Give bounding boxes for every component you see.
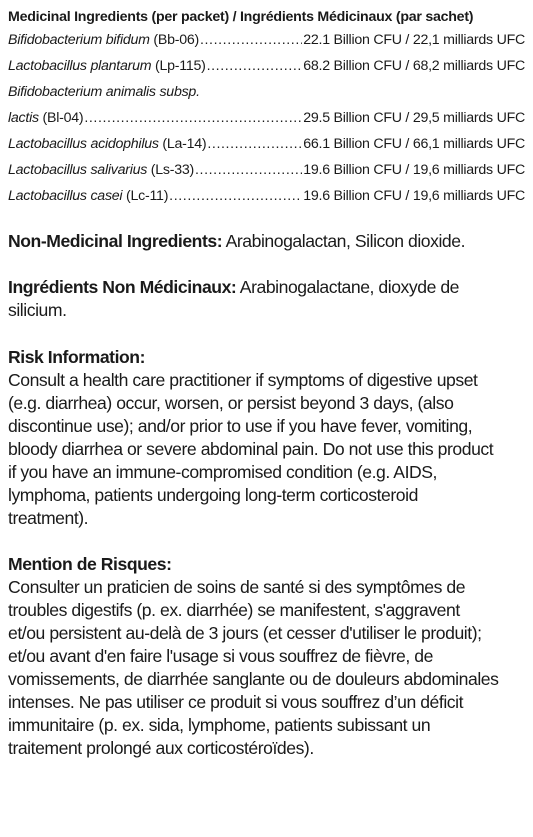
ingredient-species: lactis bbox=[8, 110, 39, 126]
ingredient-amount: 22.1 Billion CFU / 22,1 milliards UFC bbox=[303, 32, 525, 48]
risk-line: treatment). bbox=[8, 508, 89, 528]
ingredient-amount: 29.5 Billion CFU / 29,5 milliards UFC bbox=[303, 110, 525, 126]
ingredient-strain: (Lp-115) bbox=[151, 58, 206, 74]
ingredient-row bbox=[8, 57, 525, 83]
non-medicinal-label: Non-Medicinal Ingredients: bbox=[8, 231, 223, 251]
ingredient-row bbox=[8, 135, 525, 161]
risk-line: if you have an immune-compromised condition (e.g. AIDS, bbox=[8, 462, 437, 482]
ingredient-strain: (Bl-04) bbox=[38, 110, 84, 126]
ingredient-strain: (Ls-33) bbox=[147, 162, 194, 178]
risk-heading: Risk Information: bbox=[8, 347, 146, 367]
non-medicinal-text: Arabinogalactan, Silicon dioxide. bbox=[222, 231, 466, 251]
mention-line: et/ou persistent au-delà de 3 jours (et cesser d'utiliser le produit); bbox=[8, 623, 482, 643]
ingredient-amount: 66.1 Billion CFU / 66,1 milliards UFC bbox=[303, 136, 525, 152]
dot-leader bbox=[169, 187, 302, 205]
mention-line: traitement prolongé aux corticostéroïdes). bbox=[8, 738, 314, 758]
ingredient-name bbox=[8, 135, 206, 153]
mention-line: troubles digestifs (p. ex. diarrhée) se manifestent, s'aggravent bbox=[8, 600, 460, 620]
medicinal-ingredients-table bbox=[8, 8, 525, 213]
ingredient-strain: (La-14) bbox=[158, 136, 207, 152]
non-medicinaux-text: Arabinogalactane, dioxyde de bbox=[236, 277, 460, 297]
ingredient-amount: 68.2 Billion CFU / 68,2 milliards UFC bbox=[303, 58, 525, 74]
ingredient-row bbox=[8, 187, 525, 213]
mention-de-risques bbox=[8, 553, 525, 760]
non-medicinaux-label: Ingrédients Non Médicinaux: bbox=[8, 277, 237, 297]
mention-line: immunitaire (p. ex. sida, lymphome, patients subissant un bbox=[8, 715, 431, 735]
mention-line: intenses. Ne pas utiliser ce produit si vous souffrez d’un déficit bbox=[8, 692, 464, 712]
non-medicinal-ingredients bbox=[8, 230, 525, 253]
ingredient-strain: (Lc-11) bbox=[122, 188, 169, 204]
ingredient-amount: 19.6 Billion CFU / 19,6 milliards UFC bbox=[303, 162, 525, 178]
ingredients-non-medicinaux bbox=[8, 276, 525, 322]
ingredients-header: Medicinal Ingredients (per packet) / Ingrédients Médicinaux (par sachet) bbox=[8, 9, 474, 25]
risk-line: discontinue use); and/or prior to use if you have fever, vomiting, bbox=[8, 416, 473, 436]
risk-line: (e.g. diarrhea) occur, worsen, or persist beyond 3 days, (also bbox=[8, 393, 454, 413]
product-label-panel bbox=[8, 8, 525, 760]
ingredient-species: Bifidobacterium bifidum bbox=[8, 32, 150, 48]
mention-line: Consulter un praticien de soins de santé si des symptômes de bbox=[8, 577, 466, 597]
ingredient-row bbox=[8, 161, 525, 187]
dot-leader bbox=[195, 161, 302, 179]
ingredient-name bbox=[8, 187, 168, 205]
ingredient-name bbox=[8, 109, 83, 127]
risk-information bbox=[8, 346, 525, 530]
mention-heading: Mention de Risques: bbox=[8, 554, 172, 574]
ingredient-name bbox=[8, 57, 206, 75]
mention-line: et/ou avant d'en faire l'usage si vous souffrez de fièvre, de bbox=[8, 646, 433, 666]
risk-line: lymphoma, patients undergoing long-term corticosteroid bbox=[8, 485, 418, 505]
ingredient-amount: 19.6 Billion CFU / 19,6 milliards UFC bbox=[303, 188, 525, 204]
dot-leader bbox=[207, 57, 303, 75]
ingredient-row bbox=[8, 31, 525, 57]
ingredient-name bbox=[8, 31, 199, 49]
ingredient-species: Lactobacillus acidophilus bbox=[8, 136, 159, 152]
ingredient-species: Lactobacillus salivarius bbox=[8, 162, 148, 178]
ingredient-name-line1 bbox=[8, 83, 525, 101]
risk-line: bloody diarrhea or severe abdominal pain. Do not use this product bbox=[8, 439, 494, 459]
ingredient-strain: (Bb-06) bbox=[149, 32, 199, 48]
non-medicinaux-text-continued: silicium. bbox=[8, 300, 67, 320]
risk-line: Consult a health care practitioner if symptoms of digestive upset bbox=[8, 370, 478, 390]
ingredient-species: Lactobacillus casei bbox=[8, 188, 123, 204]
ingredient-row bbox=[8, 83, 525, 135]
dot-leader bbox=[200, 31, 302, 49]
mention-line: vomissements, de diarrhée sanglante ou de douleurs abdominales bbox=[8, 669, 499, 689]
dot-leader bbox=[84, 109, 302, 127]
ingredient-species: Bifidobacterium animalis subsp. bbox=[8, 84, 200, 100]
ingredient-species: Lactobacillus plantarum bbox=[8, 58, 152, 74]
dot-leader bbox=[207, 135, 302, 153]
ingredient-name bbox=[8, 161, 194, 179]
